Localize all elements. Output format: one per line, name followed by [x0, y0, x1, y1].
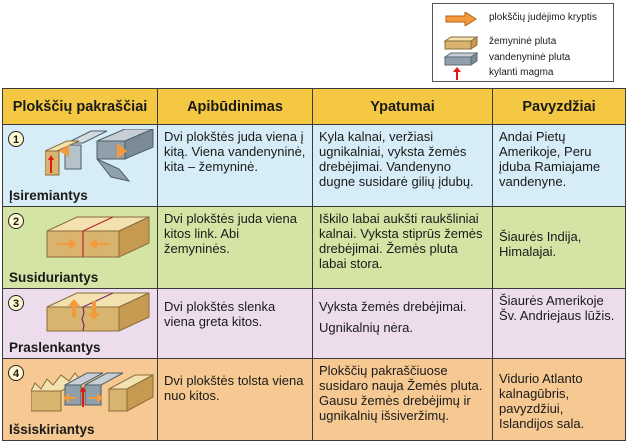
- features-line: Ugnikalnių nėra.: [319, 320, 413, 335]
- header-boundaries: Plokščių pakraščiai: [3, 89, 158, 125]
- features-cell: [313, 289, 493, 359]
- table-row: [3, 359, 626, 441]
- row-number: 2: [8, 213, 24, 229]
- row-number: 4: [8, 365, 24, 381]
- transform-illustration: [43, 291, 153, 337]
- features-cell: Plokščių pakraščiuose susidaro nauja Žemės pluta. Gausu žemės drebėjimų ir ugnikalnių išsiveržimų.: [313, 359, 493, 441]
- features-line: Vyksta žemės drebėjimai.: [319, 299, 467, 314]
- description-cell: Dvi plokštės slenka viena greta kitos.: [158, 289, 313, 359]
- plate-boundaries-table: [2, 88, 626, 441]
- examples-cell: Šiaurės Amerikoje Šv. Andriejaus lūžis.: [493, 289, 626, 359]
- features-cell: Kyla kalnai, veržiasi ugnikalniai, vyksta žemės drebėjimai. Vandenyno dugne susidarė gilių įdubų.: [313, 125, 493, 207]
- description-cell: Dvi plokštės juda viena kitos link. Abi žemyninės.: [158, 207, 313, 289]
- boundary-name: Įsiremiantys: [9, 188, 88, 203]
- boundary-name: Išsiskiriantys: [9, 422, 95, 437]
- boundary-cell: [3, 359, 158, 441]
- examples-cell: Šiaurės Indija, Himalajai.: [493, 207, 626, 289]
- boundary-cell: [3, 125, 158, 207]
- red-arrow-icon: [443, 67, 479, 81]
- boundary-name: Praslenkantys: [9, 340, 101, 355]
- legend-item-continental: žemyninė pluta: [443, 36, 599, 50]
- legend-box: [432, 3, 614, 82]
- table-row: [3, 207, 626, 289]
- boundary-cell: [3, 207, 158, 289]
- continental-crust-icon: [443, 36, 479, 50]
- divergent-illustration: [31, 363, 155, 417]
- table-row: [3, 125, 626, 207]
- examples-cell: Andai Pietų Amerikoje, Peru įduba Ramiajame vandenyne.: [493, 125, 626, 207]
- row-number: 1: [8, 131, 24, 147]
- header-examples: Pavyzdžiai: [493, 89, 626, 125]
- orange-arrow-icon: [443, 12, 479, 26]
- examples-cell: Vidurio Atlanto kalnagūbris, pavyzdžiui, Islandijos sala.: [493, 359, 626, 441]
- table-header-row: [3, 89, 626, 125]
- oceanic-crust-icon: [443, 52, 479, 66]
- collision-illustration: [43, 213, 153, 263]
- features-cell: Iškilo labai aukšti raukšliniai kalnai. Vyksta stiprūs žemės drebėjimai. Žemės pluta labai stora.: [313, 207, 493, 289]
- legend-item-direction: plokščių judėjimo kryptis: [443, 12, 599, 26]
- boundary-name: Susiduriantys: [9, 270, 99, 285]
- boundary-cell: [3, 289, 158, 359]
- subduction-illustration: [45, 129, 155, 183]
- description-cell: Dvi plokštės juda viena į kitą. Viena vandenyninė, kita – žemyninė.: [158, 125, 313, 207]
- header-description: Apibūdinimas: [158, 89, 313, 125]
- legend-item-magma: kylanti magma: [443, 67, 599, 81]
- description-cell: Dvi plokštės tolsta viena nuo kitos.: [158, 359, 313, 441]
- row-number: 3: [8, 295, 24, 311]
- table-row: [3, 289, 626, 359]
- header-features: Ypatumai: [313, 89, 493, 125]
- legend-item-oceanic: vandenyninė pluta: [443, 52, 599, 66]
